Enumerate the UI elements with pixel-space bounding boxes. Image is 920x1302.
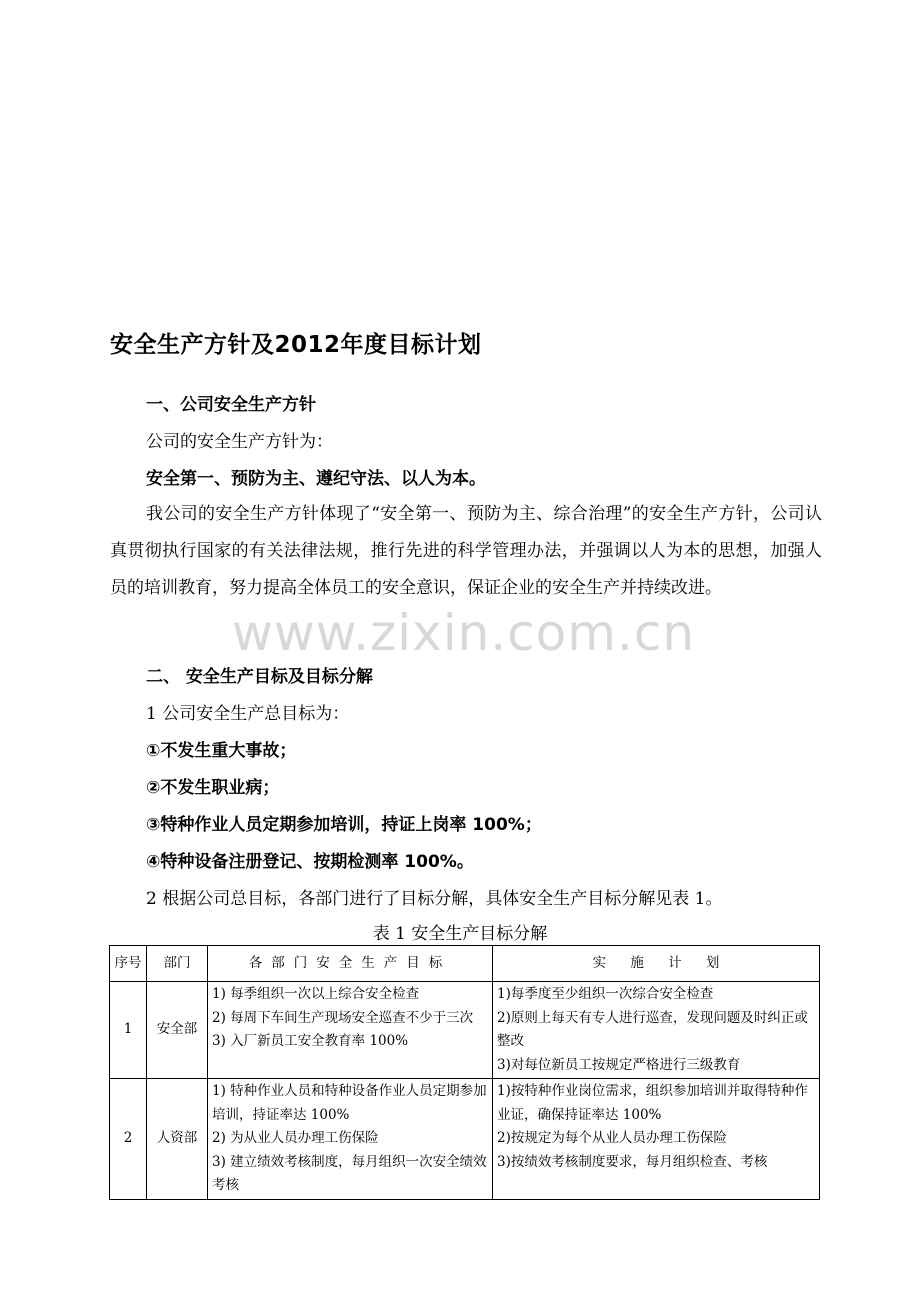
plan-item: 1)每季度至少组织一次综合安全检查 [497,986,714,1002]
row-plans [493,1079,820,1200]
table-row [110,1079,820,1200]
table-reference-note: 2 根据公司总目标，各部门进行了目标分解，具体安全生产目标分解见表 1。 [146,889,723,909]
goals-table [109,945,820,1200]
page-title: 安全生产方针及2012年度目标计划 [110,332,482,358]
site-watermark: www.zixin.com.cn [232,604,696,662]
plan-item: 3)对每位新员工按规定严格进行三级教育 [497,1056,741,1073]
header-dept: 部门 [147,946,208,982]
target-item: 2) 为从业人员办理工伤保险 [212,1130,379,1146]
section2-heading: 二、 安全生产目标及目标分解 [146,667,373,687]
table-header-row [110,946,820,982]
row-plans [493,982,820,1079]
row-department: 人资部 [147,1079,208,1200]
section2-intro: 1 公司安全生产总目标为： [146,704,350,724]
policy-paragraph: 我公司的安全生产方针体现了“安全第一、预防为主、综合治理”的安全生产方针，公司认真贯彻执行国家的有关法律法规，推行先进的科学管理办法，并强调以人为本的思想，加强人员的培训教育，努力提高全体员工的安全意识，保证企业的安全生产并持续改进。 [110,504,822,598]
row-targets [208,1079,493,1200]
plan-item: 3)按绩效考核制度要求，每月组织检查、考核 [497,1153,768,1170]
plan-item: 2)按规定为每个从业人员办理工伤保险 [497,1130,727,1146]
target-item: 3) 入厂新员工安全教育率 100% [212,1033,409,1049]
row-number: 2 [110,1079,147,1200]
header-targets: 各部门安全生产目标 [208,946,493,982]
goal-item: ③特种作业人员定期参加培训，持证上岗率 100%； [146,815,542,835]
row-department: 安全部 [147,982,208,1079]
header-plans: 实 施 计 划 [493,946,820,982]
row-targets [208,982,493,1079]
row-number: 1 [110,982,147,1079]
target-item: 1) 每季组织一次以上综合安全检查 [212,986,420,1002]
plan-item: 2)原则上每天有专人进行巡查，发现问题及时纠正或整改 [497,1009,808,1049]
target-item: 2) 每周下车间生产现场安全巡查不少于三次 [212,1009,474,1026]
target-item: 3) 建立绩效考核制度，每月组织一次安全绩效考核 [212,1153,487,1193]
section1-intro: 公司的安全生产方针为： [146,432,333,452]
plan-item: 1)按特种作业岗位需求，组织参加培训并取得特种作业证，确保持证率达 100% [497,1083,808,1123]
target-item: 1) 特种作业人员和特种设备作业人员定期参加培训，持证率达 100% [212,1083,487,1123]
goal-item: ②不发生职业病； [146,778,280,798]
safety-policy-statement: 安全第一、预防为主、遵纪守法、以人为本。 [146,469,486,489]
goal-item: ①不发生重大事故； [146,741,297,761]
section1-heading: 一、公司安全生产方针 [146,395,316,415]
table-row [110,982,820,1079]
goal-item: ④特种设备注册登记、按期检测率 100%。 [146,852,474,872]
table-caption: 表 1 安全生产目标分解 [372,924,548,944]
header-no: 序号 [110,946,147,982]
